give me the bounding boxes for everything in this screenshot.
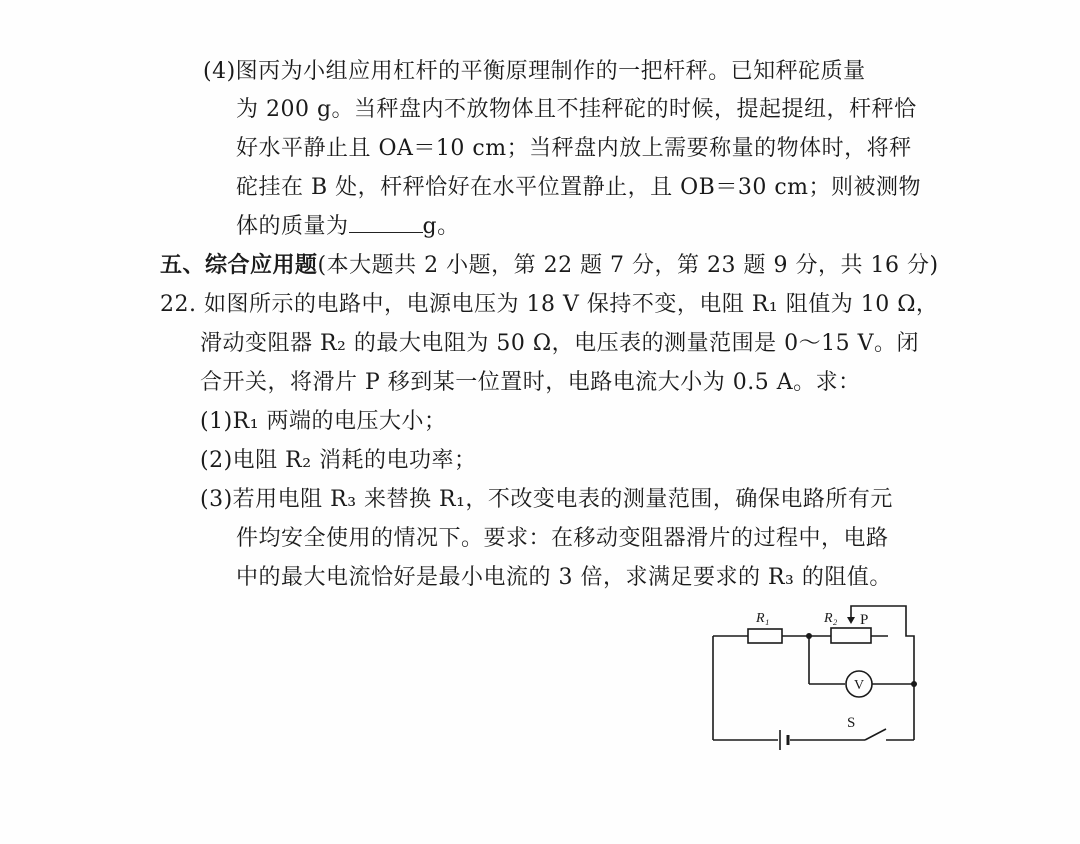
r2-rheostat xyxy=(831,628,871,643)
junction-node-right xyxy=(911,681,917,687)
answer-blank xyxy=(349,212,423,233)
r1-resistor xyxy=(748,629,782,643)
voltmeter-label: V xyxy=(853,678,865,693)
r1-label: R₁ xyxy=(756,611,770,626)
part4-line-2: 为 200 g。当秤盘内不放物体且不挂秤砣的时候，提起提纽，杆秤恰 xyxy=(236,97,917,122)
part4-line-1: (4)图丙为小组应用杠杆的平衡原理制作的一把杆秤。已知秤砣质量 xyxy=(203,59,866,84)
section-5-heading xyxy=(160,251,939,281)
switch-blade xyxy=(865,729,886,740)
r2-label: R₂ xyxy=(824,611,838,626)
q22-line-3: 合开关，将滑片 P 移到某一位置时，电路电流大小为 0.5 A。求： xyxy=(200,370,861,395)
part4-line-5 xyxy=(236,212,460,242)
q22-line-1: 22. 如图所示的电路中，电源电压为 18 V 保持不变，电阻 R₁ 阻值为 10 Ω， xyxy=(160,292,939,317)
part4-line-4: 砣挂在 B 处，杆秤恰好在水平位置静止，且 OB＝30 cm；则被测物 xyxy=(236,175,922,200)
q22-sub-2: (2)电阻 R₂ 消耗的电功率； xyxy=(200,448,477,473)
section-5-note: (本大题共 2 小题，第 22 题 7 分，第 23 题 9 分，共 16 分) xyxy=(317,253,939,278)
q22-sub-3-line-1: (3)若用电阻 R₃ 来替换 R₁，不改变电表的测量范围，确保电路所有元 xyxy=(200,487,893,512)
part4-line-3: 好水平静止且 OA＝10 cm；当秤盘内放上需要称量的物体时，将秤 xyxy=(236,136,912,161)
q22-sub-3-line-3: 中的最大电流恰好是最小电流的 3 倍，求满足要求的 R₃ 的阻值。 xyxy=(236,565,892,590)
section-5-title: 五、综合应用题 xyxy=(160,253,318,278)
junction-node-left xyxy=(806,633,812,639)
part4-line-5-prefix: 体的质量为 xyxy=(236,214,349,239)
switch-label: S xyxy=(847,715,856,731)
part4-line-5-suffix: g。 xyxy=(422,214,460,239)
p-label: P xyxy=(860,612,869,628)
q22-sub-1: (1)R₁ 两端的电压大小； xyxy=(200,409,447,434)
circuit-diagram xyxy=(700,596,930,756)
q22-line-2: 滑动变阻器 R₂ 的最大电阻为 50 Ω，电压表的测量范围是 0～15 V。闭 xyxy=(200,331,919,356)
q22-sub-3-line-2: 件均安全使用的情况下。要求：在移动变阻器滑片的过程中，电路 xyxy=(236,526,889,551)
slider-arrow xyxy=(847,617,855,624)
